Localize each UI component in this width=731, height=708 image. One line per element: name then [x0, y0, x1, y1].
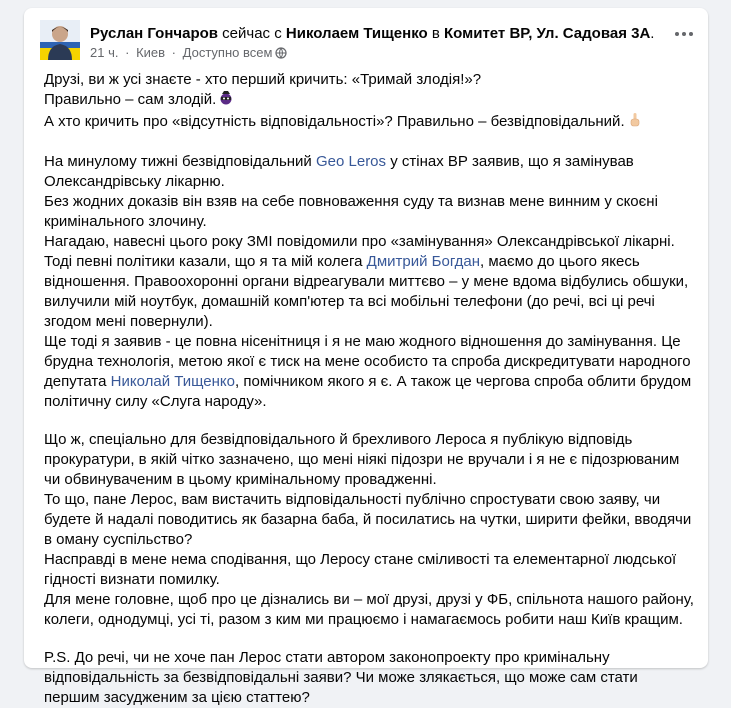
- author-avatar[interactable]: [40, 20, 80, 60]
- finger-pointing-up-emoji: [627, 112, 643, 134]
- author-name[interactable]: Руслан Гончаров: [90, 25, 218, 42]
- tagged-person[interactable]: Николаем Тищенко: [285, 25, 428, 42]
- location-link[interactable]: Комитет ВР, Ул. Садовая 3А: [444, 25, 651, 42]
- paragraph: Насправді в мене нема сподівання, що Леросу стане сміливості та елементарної людської гідності визнати помилку.: [44, 551, 677, 588]
- paragraph-gap: [44, 134, 694, 152]
- paragraph: Нагадаю, навесні цього року ЗМІ повідомили про «замінування» Олександрівської лікарні.: [44, 233, 675, 250]
- time-word: сейчас: [222, 25, 271, 42]
- paragraph: Без жодних доказів він взяв на себе повноваження суду та визнав мене винним у скоєні кримінального злочину.: [44, 193, 658, 230]
- paragraph: P.S. До речі, чи не хоче пан Лерос стати автором законопроекту про кримінальну відповідальність за безвідповідальні заяви? Чи може злякається, що може сам стати першим засудженим за цією статтею?: [44, 649, 638, 706]
- mention-geo-leros[interactable]: Geo Leros: [315, 153, 387, 170]
- post-timestamp[interactable]: 21 ч.: [90, 45, 119, 60]
- paragraph: Тоді певні політики казали, що я та мій колега Дмитрий Богдан, маємо до цього якесь відношення. Правоохоронні органи відреагували миттєво – у мене вдома відбулись обшуки, вилучили мій ноутбук, домашній комп'ютер та всі мобільні телефони (до речі, всі ці речі згодом мені повернули).: [44, 253, 689, 330]
- paragraph: На минулому тижні безвідповідальний Geo Leros у стінах ВР заявив, що я замінував Олександрівську лікарню.: [44, 153, 634, 190]
- paragraph: Для мене головне, щоб про це дізнались ви – мої друзі, друзі у ФБ, спільнота нашого району, колеги, однодумці, усі ті, разом з ким ми працюємо і намагаємось робити наш Київ кращим.: [44, 591, 694, 628]
- post-header: [24, 8, 708, 64]
- more-options-button[interactable]: [672, 22, 696, 46]
- paragraph-gap: [44, 630, 694, 648]
- header-period: .: [650, 25, 655, 42]
- mention-dmytro-bogdan[interactable]: Дмитрий Богдан: [366, 253, 481, 270]
- paragraph: Друзі, ви ж усі знаєте - хто перший кричить: «Тримай злодія!»?: [44, 71, 482, 88]
- with-word: с: [274, 25, 282, 42]
- post-meta: [90, 44, 668, 61]
- meta-separator: ·: [125, 45, 130, 60]
- paragraph-gap: [44, 412, 694, 430]
- paragraph: Що ж, спеціально для безвідповідального й брехливого Лероса я публікую відповідь прокуратури, в якій чітко зазначено, що мені ніякі підозри не вручали і я не є підозрюваним чи обвинуваченим в цьому кримінальному провадженні.: [44, 431, 680, 488]
- post-body: [44, 70, 694, 708]
- in-word: в: [431, 25, 440, 42]
- post-audience[interactable]: Доступно всем: [182, 45, 273, 60]
- meta-separator: ·: [171, 45, 177, 60]
- post-card: [24, 8, 708, 706]
- header-line: [90, 24, 668, 43]
- paragraph: Правильно – сам злодій.: [44, 90, 694, 112]
- post-header-text: [90, 24, 668, 61]
- robber-emoji: [218, 90, 234, 112]
- paragraph: Ще тоді я заявив - це повна нісенітниця і я не маю жодного відношення до замінування. Це брудна технологія, метою якої є тиск на мене особисто та спроба дискредитувати народного депутата Николай Тищенко, помічником якого я є. А також це чергова спроба облити брудом політичну силу «Слуга народу».: [44, 333, 692, 410]
- more-dots-icon: [674, 31, 694, 37]
- paragraph: А хто кричить про «відсутність відповідальності»? Правильно – безвідповідальний.: [44, 112, 694, 134]
- mention-mykola-tyshchenko[interactable]: Николай Тищенко: [110, 373, 236, 390]
- post-city[interactable]: Киев: [136, 45, 166, 60]
- paragraph: То що, пане Лерос, вам вистачить відповідальності публічно спростувати свою заяву, чи будете й надалі поводитись як базарна баба, й посилатись на чутки, ширити фейки, вводячи в оману суспільство?: [44, 491, 692, 548]
- globe-icon: [275, 47, 287, 59]
